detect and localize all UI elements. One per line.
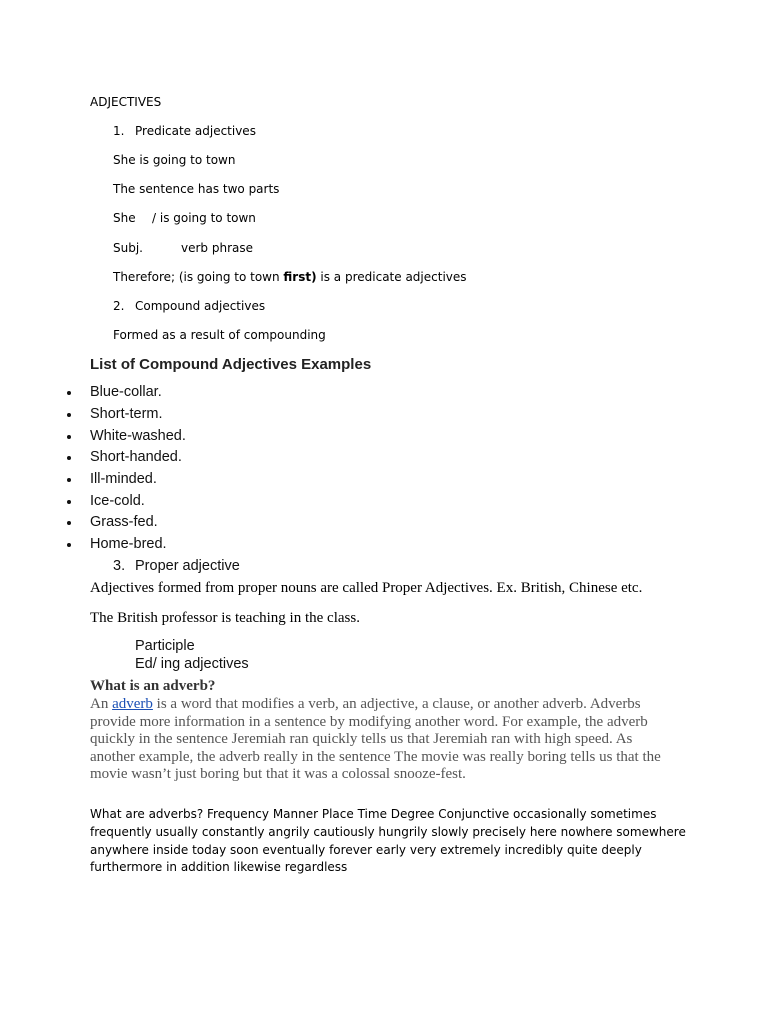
adverb-link[interactable]: adverb (112, 696, 153, 712)
list-number-3: 3. (113, 558, 126, 574)
bullet-icon (67, 521, 71, 525)
list-number-2: 2. (113, 299, 125, 313)
participle-label: Participle (135, 638, 195, 654)
list-item: White-washed. (90, 428, 186, 444)
list-item: Home-bred. (90, 536, 167, 552)
text-line (113, 328, 326, 342)
text-span: is a predicate adjectives (316, 270, 467, 284)
list-item: Short-handed. (90, 449, 182, 465)
list-item: Ice-cold. (90, 493, 145, 509)
section-heading: List of Compound Adjectives Examples (90, 356, 372, 373)
bullet-icon (67, 435, 71, 439)
text-subj: Subj. (113, 241, 143, 255)
text-span: Formed as a result of compounding (113, 328, 326, 342)
list-item: Short-term. (90, 406, 163, 422)
list-item-proper: Proper adjective (135, 558, 240, 574)
list-item: Blue-collar. (90, 384, 162, 400)
adverbs-list-paragraph: What are adverbs? Frequency Manner Place Time Degree Conjunctive occasionally sometimes frequently usually constantly angrily cautiously hungrily slowly precisely here nowhere somewhere anywhere inside today soon eventually forever early very extremely incredibly quite deeply furthermore in addition likewise regardless (90, 807, 686, 875)
text-verb-phrase-split: / is going to town (152, 211, 256, 225)
text-span: Therefore; (is going to town (113, 270, 284, 284)
bold-span: first) (283, 270, 317, 284)
bullet-icon (67, 413, 71, 417)
bullet-icon (67, 543, 71, 547)
bullet-icon (67, 456, 71, 460)
list-item-compound: Compound adjectives (135, 299, 266, 313)
text-line: She is going to town (113, 153, 236, 167)
adverb-paragraph (90, 696, 680, 784)
bullet-icon (67, 478, 71, 482)
text-span: An (90, 696, 113, 712)
example-sentence: The British professor is teaching in the class. (90, 610, 360, 626)
adverb-question-heading: What is an adverb? (90, 678, 216, 694)
text-span: is a word that modifies a verb, an adjective, a clause, or another adverb. Adverbs provide more information in a sentence by modifying another word. For example, the adverb quickly in the sentence Jeremiah ran quickly tells us that Jeremiah ran with high speed. As another example, the adverb really in the sentence The movie was really boring tells us that the movie wasn’t just boring but that it was a colossal snooze-fest. (90, 696, 661, 782)
list-item: Grass-fed. (90, 514, 158, 530)
doc-heading: ADJECTIVES (90, 95, 162, 109)
ed-ing-label: Ed/ ing adjectives (135, 656, 249, 672)
list-item-predicate: Predicate adjectives (135, 124, 256, 138)
proper-adjective-paragraph: Adjectives formed from proper nouns are called Proper Adjectives. Ex. British, Chinese etc. (90, 580, 643, 596)
text-line: The sentence has two parts (113, 182, 280, 196)
text-therefore (113, 270, 467, 284)
list-number-1: 1. (113, 124, 125, 138)
text-verb-phrase: verb phrase (181, 241, 253, 255)
bullet-icon (67, 391, 71, 395)
bullet-icon (67, 500, 71, 504)
list-item: Ill-minded. (90, 471, 157, 487)
text-she: She (113, 211, 136, 225)
